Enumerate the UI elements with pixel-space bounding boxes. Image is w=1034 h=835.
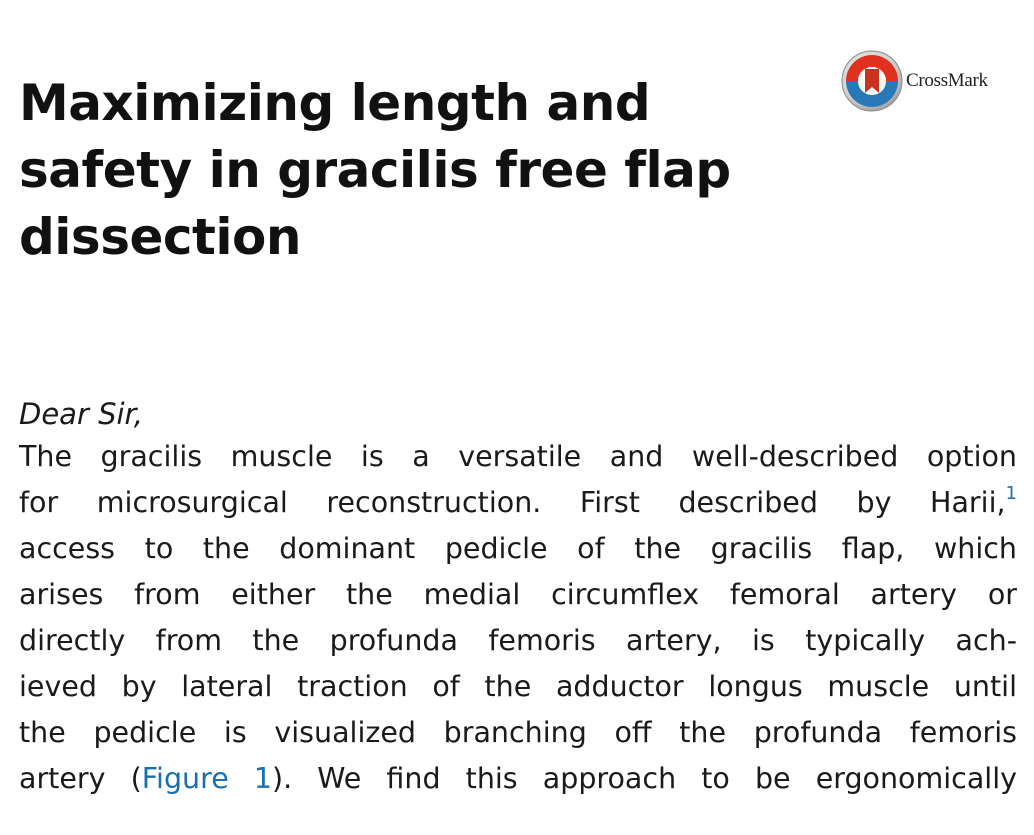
body-line: the pedicle is visualized branching off the profunda femoris: [19, 716, 1017, 749]
body-line-text: ). We find this approach to be ergonomically: [271, 762, 1017, 795]
body-line: ieved by lateral traction of the adductor longus muscle until: [19, 670, 1017, 703]
figure-1-link[interactable]: Figure 1: [141, 762, 272, 795]
crossmark-badge[interactable]: [840, 49, 1030, 113]
title-line: safety in gracilis free flap: [19, 140, 731, 199]
title-line: Maximizing length and: [19, 73, 651, 132]
crossmark-icon: [840, 49, 904, 113]
body-line-text: for microsurgical reconstruction. First described by Harii,: [19, 486, 1006, 519]
body-line: access to the dominant pedicle of the gracilis flap, which: [19, 532, 1017, 565]
salutation: Dear Sir,: [19, 397, 144, 431]
title-line: dissection: [19, 207, 301, 266]
body-line: [19, 756, 1017, 802]
article-title: [19, 70, 779, 271]
crossmark-label: CrossMark: [906, 70, 988, 91]
body-line: directly from the profunda femoris artery, is typically ach-: [19, 624, 1017, 657]
letter-body: [19, 434, 1017, 802]
body-line: arises from either the medial circumflex femoral artery or: [19, 578, 1017, 611]
reference-1-link[interactable]: 1: [1005, 483, 1017, 504]
body-line-text: artery (: [19, 762, 142, 795]
body-line: [19, 480, 1017, 526]
body-line: The gracilis muscle is a versatile and well-described option: [19, 440, 1017, 473]
